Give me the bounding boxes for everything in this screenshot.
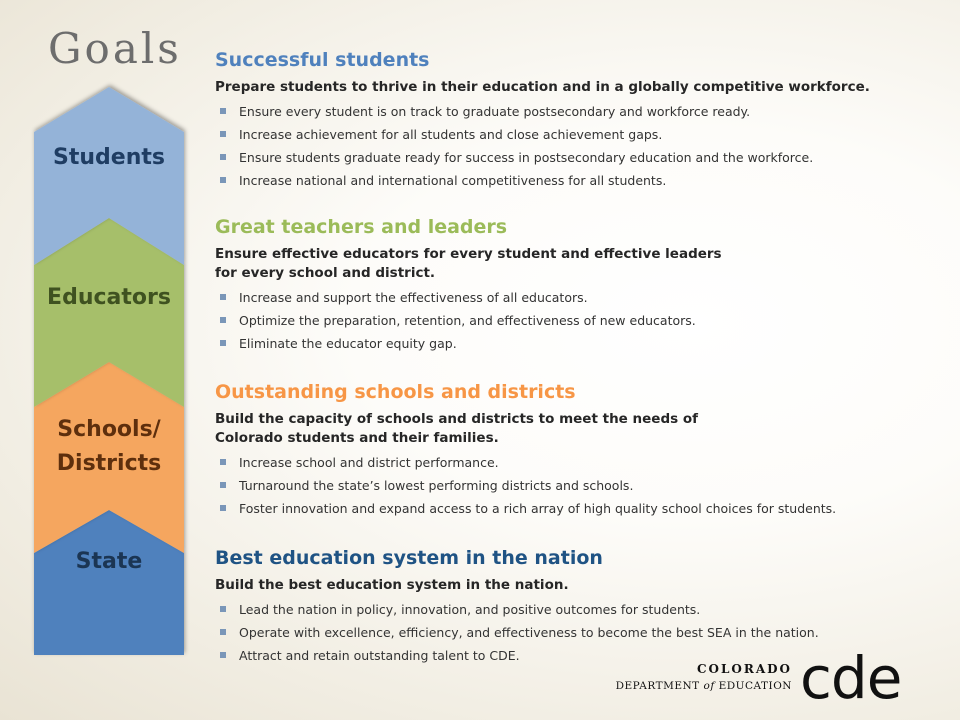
bullet-list <box>215 286 940 355</box>
section-lead: Ensure effective educators for every student and effective leaders for every school and district. <box>215 246 722 281</box>
list-item: Increase school and district performance. <box>215 451 940 474</box>
list-item: Optimize the preparation, retention, and effectiveness of new educators. <box>215 309 940 332</box>
list-item: Increase and support the effectiveness of all educators. <box>215 286 940 309</box>
goal-section-educators <box>215 214 940 355</box>
logo-line-department: DEPARTMENT of EDUCATION <box>615 680 792 692</box>
list-item: Ensure every student is on track to graduate postsecondary and workforce ready. <box>215 100 940 123</box>
section-heading: Best education system in the nation <box>215 547 603 569</box>
cde-logo <box>615 644 930 712</box>
section-lead: Build the best education system in the nation. <box>215 577 569 593</box>
chevron-label-educators: Educators <box>47 285 171 310</box>
list-item: Foster innovation and expand access to a rich array of high quality school choices for students. <box>215 497 940 520</box>
slide-title: Goals <box>48 24 182 73</box>
chevron-label-students: Students <box>53 145 165 170</box>
list-item: Attract and retain outstanding talent to CDE. <box>215 644 940 667</box>
section-lead: Prepare students to thrive in their education and in a globally competitive workforce. <box>215 79 870 95</box>
list-item: Ensure students graduate ready for success in postsecondary education and the workforce. <box>215 146 940 169</box>
list-item: Operate with excellence, efficiency, and effectiveness to become the best SEA in the nation. <box>215 621 940 644</box>
list-item: Increase achievement for all students and close achievement gaps. <box>215 123 940 146</box>
section-heading: Successful students <box>215 49 430 71</box>
list-item: Turnaround the state’s lowest performing districts and schools. <box>215 474 940 497</box>
chevron-label-schools-districts: Schools/ Districts <box>56 417 162 476</box>
list-item: Lead the nation in policy, innovation, and positive outcomes for students. <box>215 598 940 621</box>
bullet-list <box>215 451 940 520</box>
goal-section-schools-districts <box>215 379 940 520</box>
logo-line-colorado: COLORADO <box>696 662 792 676</box>
section-lead: Build the capacity of schools and districts to meet the needs of Colorado students and their families. <box>215 411 699 446</box>
section-heading: Outstanding schools and districts <box>215 381 576 403</box>
list-item: Increase national and international competitiveness for all students. <box>215 169 940 192</box>
logo-wordmark: cde <box>800 644 902 712</box>
bullet-list <box>215 100 940 192</box>
list-item: Eliminate the educator equity gap. <box>215 332 940 355</box>
chevron-label-state: State <box>75 549 143 574</box>
goal-section-students <box>215 47 940 192</box>
section-heading: Great teachers and leaders <box>215 216 508 238</box>
goal-chevron-stack <box>0 0 200 720</box>
